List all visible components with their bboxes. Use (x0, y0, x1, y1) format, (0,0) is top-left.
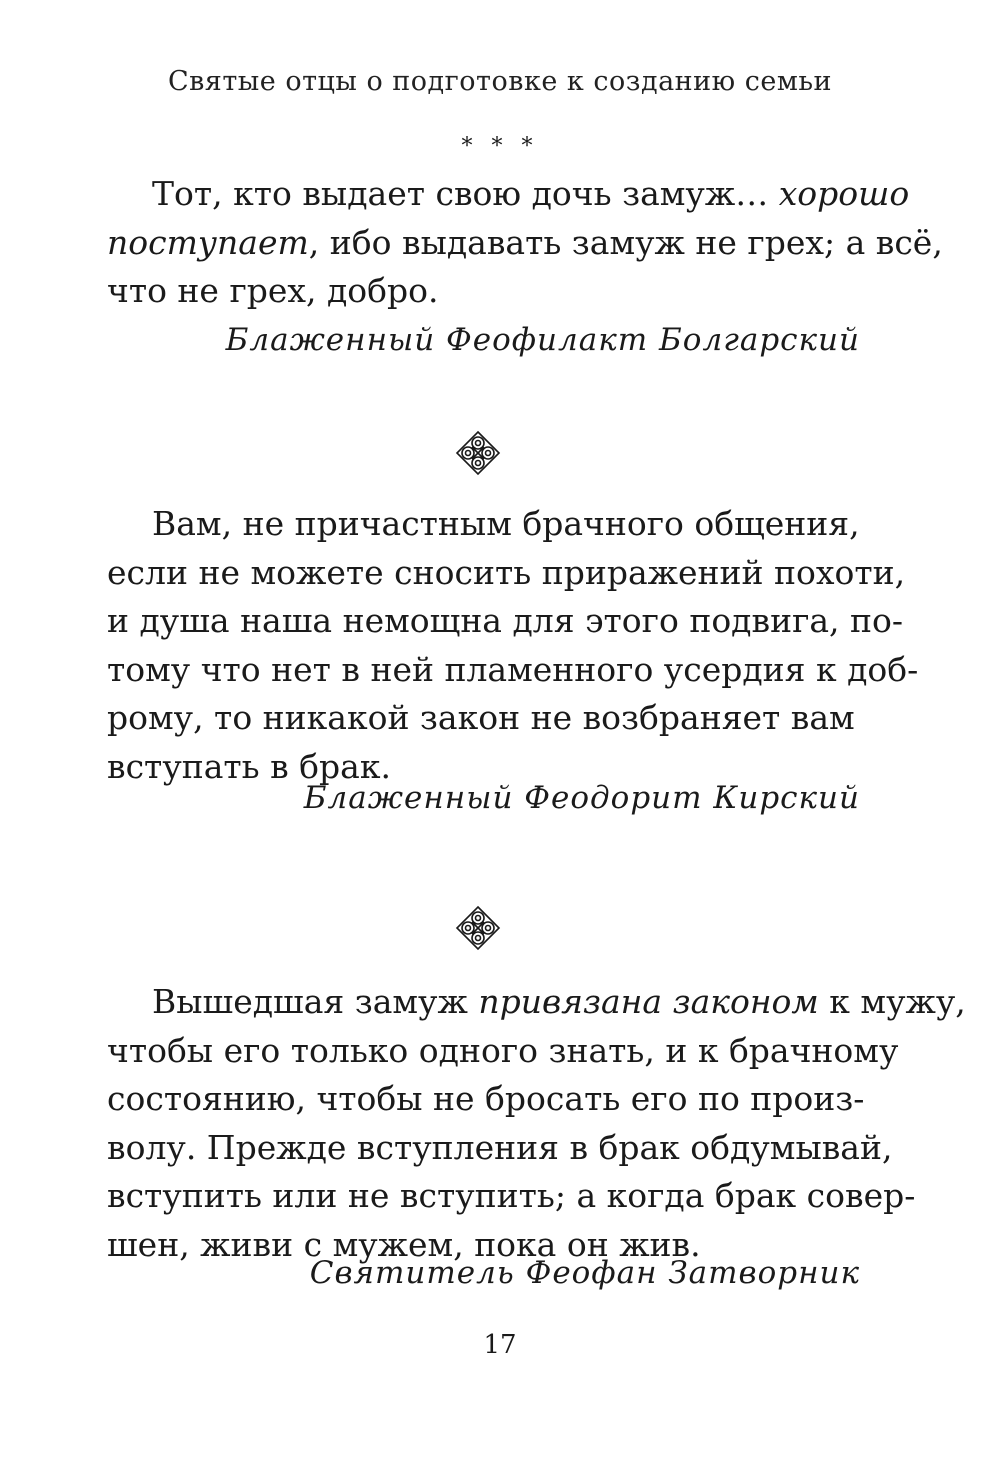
quote-2-line-1: Вам, не причастным брачного общения, (152, 504, 860, 543)
quote-1-text: что не грех, добро. (107, 271, 439, 310)
quote-3-italic: привязана законом (478, 982, 819, 1021)
quote-2-line-2: если не можете сносить приражений похоти, (107, 552, 906, 592)
quote-3-line-4: волу. Прежде вступления в брак обдумывай, (107, 1127, 893, 1167)
quote-3-line-3: состоянию, чтобы не бросать его по произ- (107, 1079, 865, 1118)
quote-1-line-1 (107, 170, 910, 219)
celtic-knot-ornament-icon (455, 905, 501, 951)
quote-3 (107, 978, 966, 1269)
quote-2-author-signature: Блаженный Феодорит Кирский (303, 780, 860, 816)
quote-2-line-4: тому что нет в ней пламенного усердия к доб- (107, 649, 919, 689)
quote-3-author-signature: Святитель Феофан Затворник (309, 1255, 860, 1291)
celtic-knot-ornament-icon (455, 430, 501, 476)
quote-3-text: к мужу, (818, 982, 966, 1021)
quote-2-line-3: и душа наша немощна для этого подвига, по- (107, 601, 904, 640)
quote-1-text: Тот, кто выдает свою дочь замуж… (152, 174, 779, 213)
quote-3-text: Вышедшая замуж (152, 982, 479, 1021)
quote-1-line-2 (107, 219, 943, 268)
running-head: Святые отцы о подготовке к созданию семьи (167, 66, 833, 97)
quote-1-author-signature: Блаженный Феофилакт Болгарский (225, 322, 860, 358)
quote-3-line-1 (107, 978, 966, 1027)
quote-2 (107, 500, 919, 791)
section-asterism: * * * (461, 134, 539, 159)
quote-3-line-6: шен, живи с мужем, пока он жив. (107, 1224, 701, 1264)
quote-3-line-2: чтобы его только одного знать, и к брачному (107, 1030, 899, 1070)
quote-2-line-5: рому, то никакой закон не возбраняет вам (107, 698, 855, 737)
quote-1-text: , ибо выдавать замуж не грех; а всё, (308, 222, 943, 262)
quote-1 (107, 170, 943, 316)
page-number: 17 (483, 1330, 517, 1360)
quote-2-line-6: вступать в брак. (107, 746, 391, 786)
quote-1-italic: хорошо (778, 174, 910, 213)
quote-1-line-3 (107, 267, 852, 316)
quote-1-italic: поступает (107, 222, 309, 262)
quote-3-line-5: вступить или не вступить; а когда брак совер- (107, 1176, 916, 1215)
